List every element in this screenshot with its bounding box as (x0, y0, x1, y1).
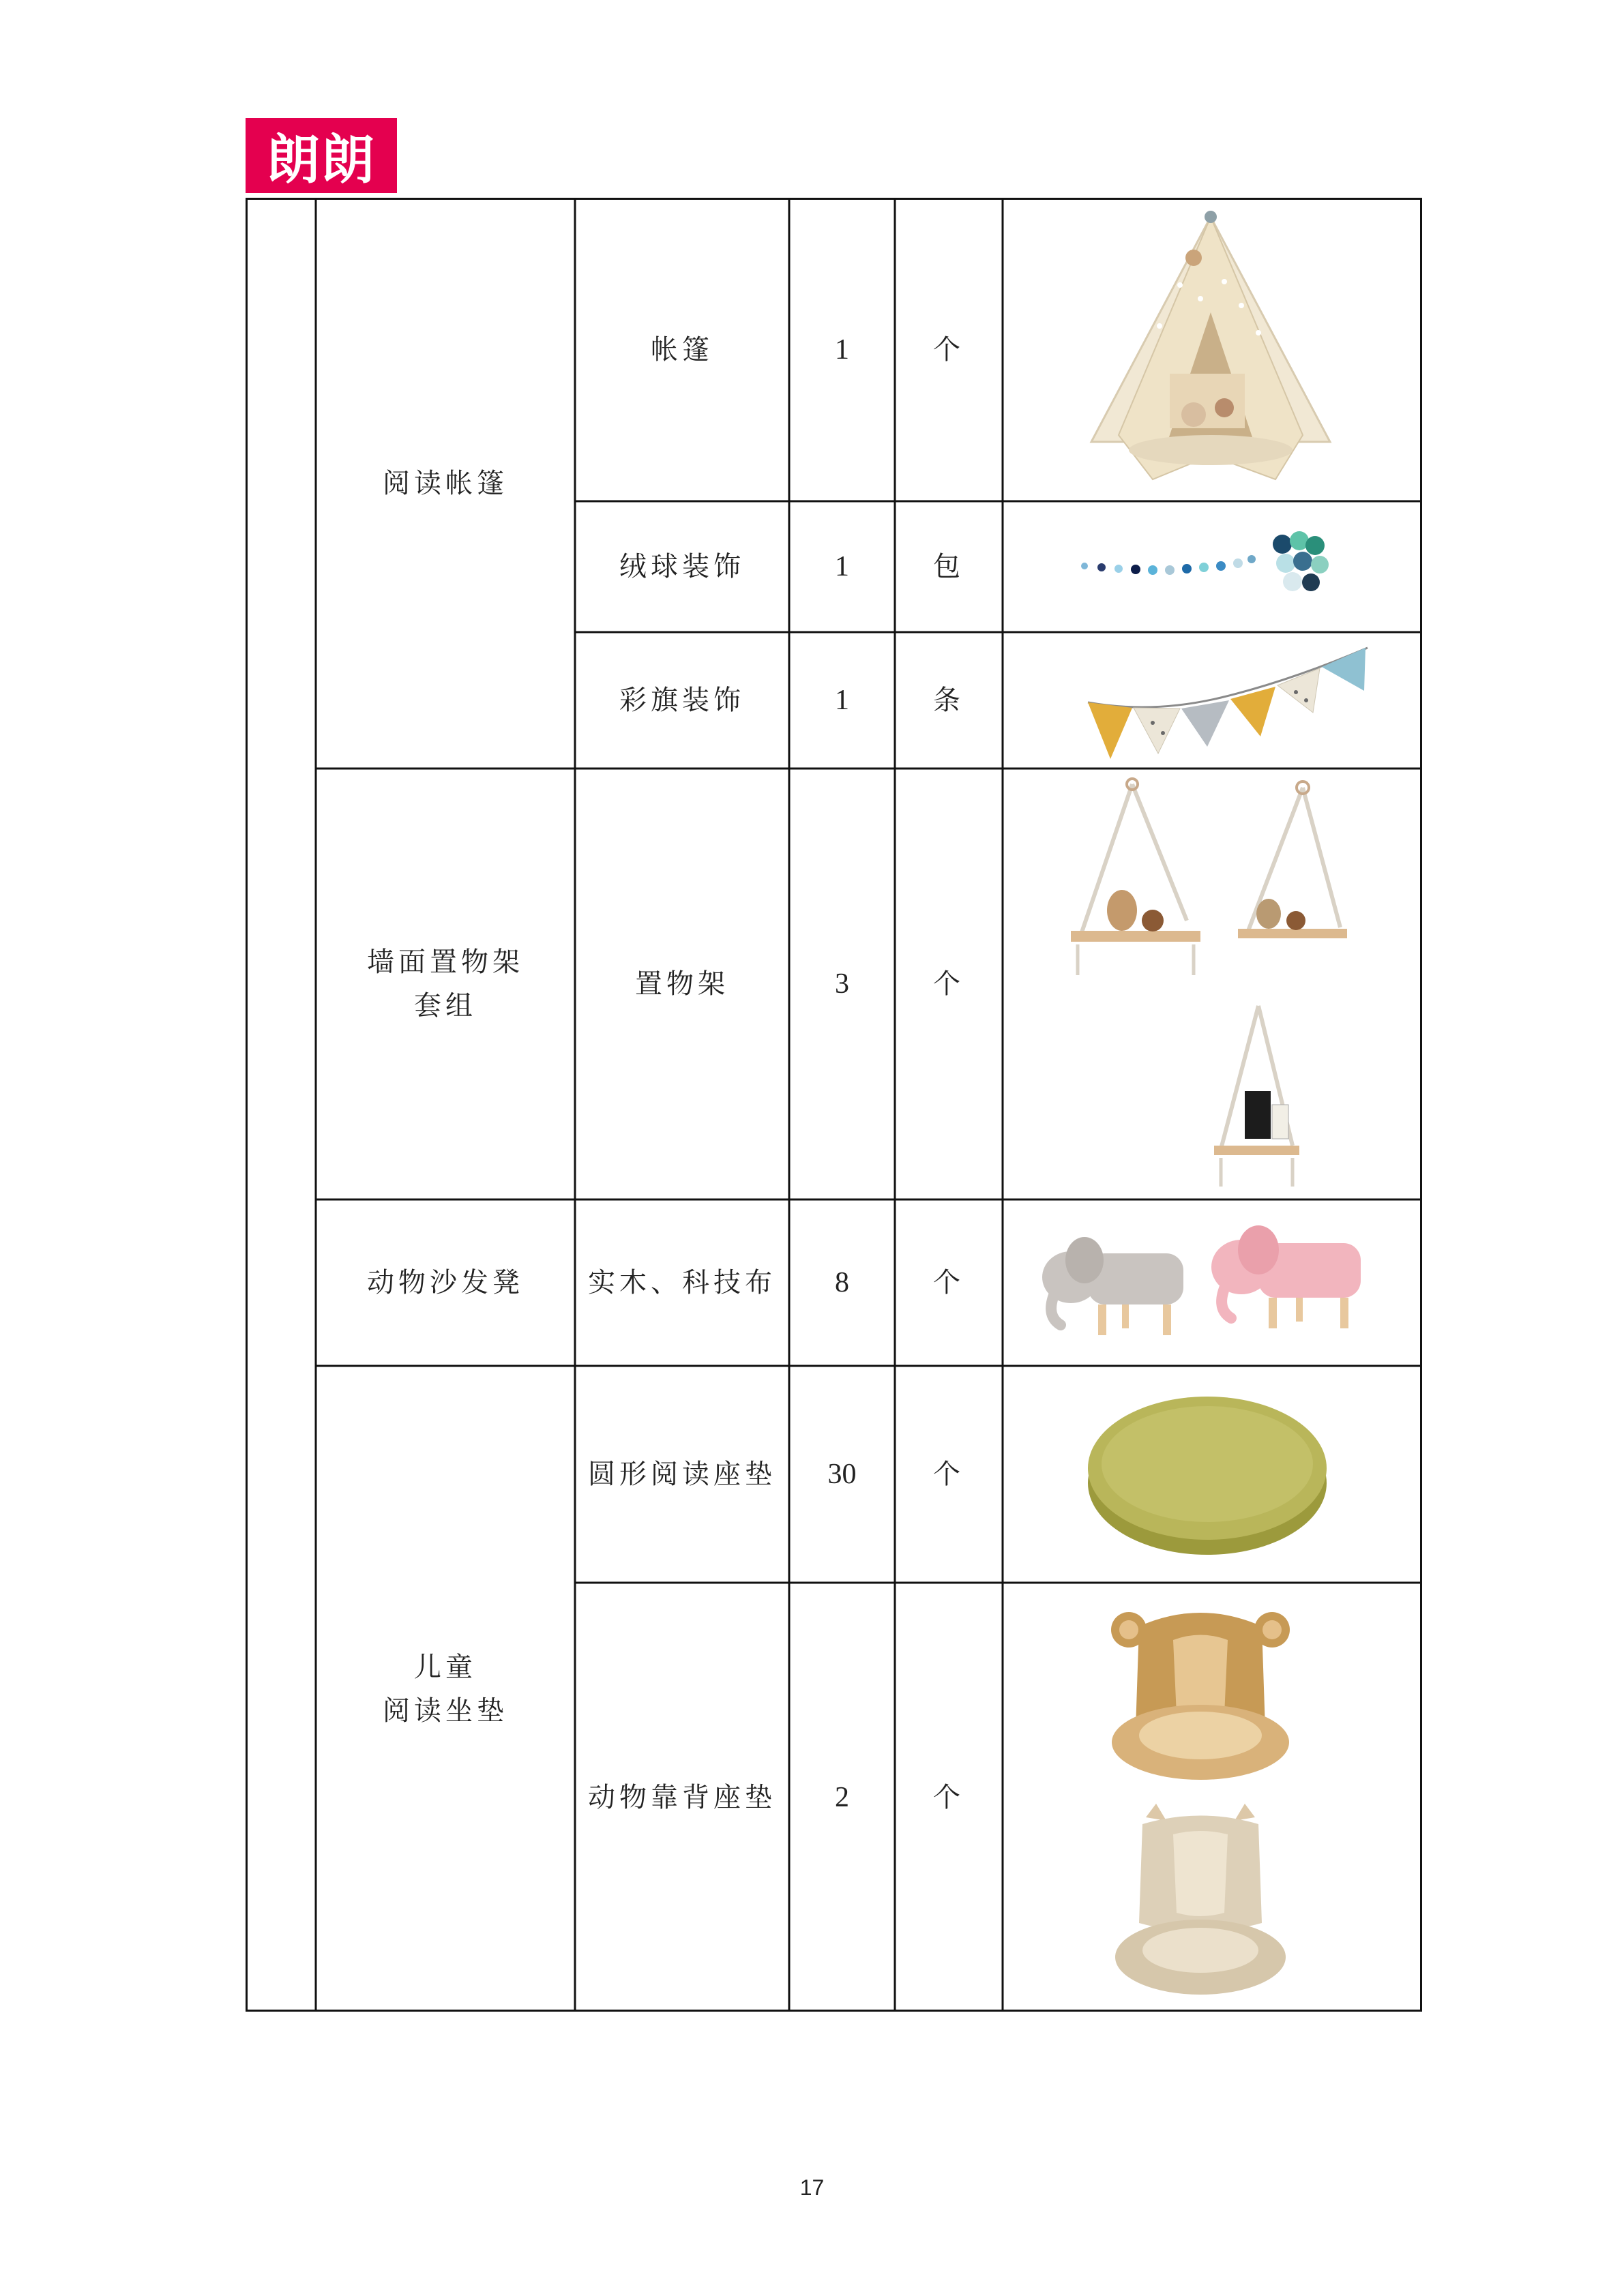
product-name: 置物架 (635, 968, 729, 1000)
pompom-garland-image (1078, 524, 1337, 606)
group-name-line-1: 儿童 (414, 1651, 477, 1683)
table-row (575, 1583, 789, 2012)
group-name-animal-stool: 动物沙发凳 (367, 1267, 524, 1298)
table-row (575, 632, 789, 769)
table-row (575, 501, 789, 632)
unit: 个 (933, 968, 964, 1000)
pennant-bunting-image (1084, 638, 1371, 764)
brand-logo: 朗朗 (246, 118, 397, 193)
unit: 个 (933, 1267, 964, 1298)
table-row (575, 198, 789, 501)
unit: 个 (933, 1459, 964, 1490)
table-row (575, 769, 789, 1199)
teepee-tent-image (1078, 210, 1344, 486)
page-number: 17 (799, 2175, 825, 2200)
product-name: 彩旗装饰 (619, 685, 745, 716)
unit: 个 (933, 333, 964, 366)
quantity: 1 (835, 551, 849, 582)
product-name: 动物靠背座垫 (588, 1781, 776, 1813)
product-name: 实木、科技布 (588, 1267, 776, 1298)
group-name-line-1: 墙面置物架 (367, 946, 524, 978)
equipment-table (246, 198, 1422, 2012)
unit: 条 (933, 685, 964, 716)
unit: 个 (933, 1781, 964, 1813)
group-name-kids-reading-cushion (316, 1366, 575, 2012)
product-name: 帐篷 (651, 333, 713, 366)
group-name-line-2: 套组 (414, 990, 477, 1022)
group-name-line-2: 阅读坐垫 (383, 1695, 508, 1727)
hanging-macrame-shelves-image (1050, 777, 1357, 1193)
group-name-reading-tent: 阅读帐篷 (383, 467, 508, 499)
quantity: 8 (835, 1267, 849, 1298)
round-seat-cushion-image (1081, 1388, 1333, 1562)
unit: 包 (933, 551, 964, 582)
quantity: 3 (835, 968, 849, 1000)
quantity: 30 (827, 1459, 857, 1490)
animal-back-cushions-image (1091, 1599, 1310, 2001)
quantity: 2 (835, 1781, 849, 1813)
table-row (575, 1199, 789, 1366)
quantity: 1 (835, 333, 849, 366)
product-name: 圆形阅读座垫 (588, 1459, 776, 1490)
table-row (575, 1366, 789, 1583)
group-name-wall-shelf-set (316, 769, 575, 1199)
elephant-stools-image (1023, 1212, 1405, 1352)
quantity: 1 (835, 685, 849, 716)
product-name: 绒球装饰 (619, 551, 745, 582)
